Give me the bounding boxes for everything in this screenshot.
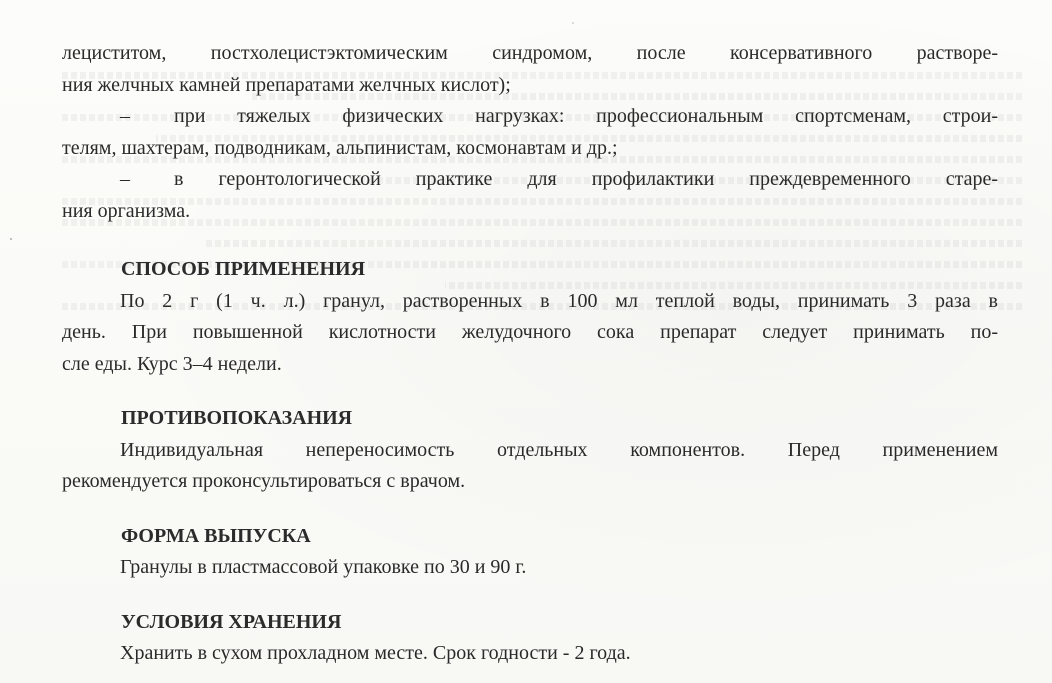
section-line: Индивидуальная непереносимость отдельных компонентов. Перед применением [120,438,998,461]
list-dash: – [120,105,130,127]
list-item [62,164,998,196]
section-line: Хранить в сухом прохладном месте. Срок годности - 2 года. [120,642,631,664]
section-heading: УСЛОВИЯ ХРАНЕНИЯ [121,610,342,633]
list-item-continuation: телям, шахтерам, подводникам, альпинистам, космонавтам и др.; [62,136,618,159]
scan-speck [572,22,574,24]
intro-line: лециститом, постхолецистэктомическим синдромом, после консервативного растворе- [62,42,998,64]
section-heading: СПОСОБ ПРИМЕНЕНИЯ [121,258,366,280]
document-body [62,38,998,670]
scan-speck [10,238,12,240]
section-heading: ФОРМА ВЫПУСКА [121,524,311,547]
list-dash: – [120,168,130,190]
section-line: сле еды. Курс 3–4 недели. [62,352,282,375]
section-line: рекомендуется проконсультироваться с врачом. [62,470,466,492]
list-item-text: при тяжелых физических нагрузках: профессиональным спортсменам, строи- [174,105,998,127]
intro-line: ния желчных камней препаратами желчных кислот); [62,73,511,96]
section-line: По 2 г (1 ч. л.) гранул, растворенных в 100 мл теплой воды, принимать 3 раза в [120,289,998,312]
section-line: день. При повышенной кислотности желудочного сока препарат следует принимать по- [62,321,998,343]
list-item [62,101,998,133]
section-line: Гранулы в пластмассовой упаковке по 30 и 90 г. [120,556,527,578]
list-item-text: в геронтологической практике для профилактики преждевременного старе- [174,168,998,190]
list-item-continuation: ния организма. [62,199,191,222]
section-heading: ПРОТИВОПОКАЗАНИЯ [121,407,353,429]
